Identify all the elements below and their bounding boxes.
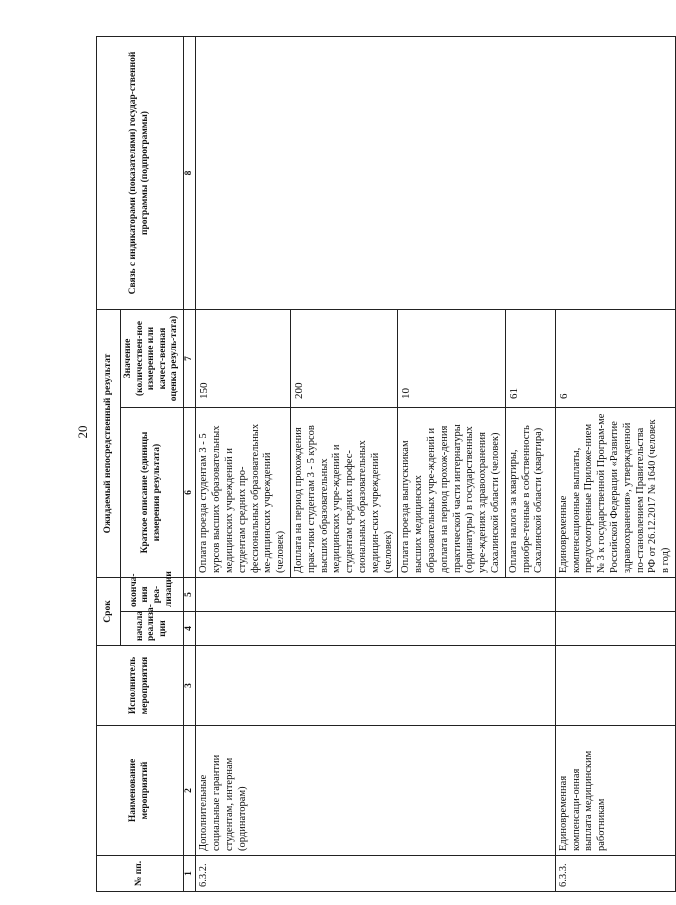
header-term-end: оконча-ния реа-лизации bbox=[121, 578, 184, 612]
row-number: 6.3.3. bbox=[555, 856, 675, 892]
header-no: № пп. bbox=[97, 856, 184, 892]
col-number: 6 bbox=[183, 408, 196, 578]
term-start-cell bbox=[196, 612, 555, 646]
col-number: 1 bbox=[183, 856, 196, 892]
header-term: Срок bbox=[97, 578, 121, 646]
row-number: 6.3.2. bbox=[196, 856, 555, 892]
rotated-table-container bbox=[96, 37, 672, 892]
result-description: Единовременные компенсационные выплаты, предусмотренные Приложе-нием № 3 к государственной Програм-ме Российской Федерации «Развитие здравоохранения», утвержденной по-становлением Правительства РФ от 26.12.2017 № 1640 (человек в год) bbox=[555, 408, 675, 578]
table-row bbox=[196, 37, 291, 892]
measure-name: Единовременная компенсаци-онная выплата медицинским работникам bbox=[555, 726, 675, 856]
header-result-desc: Краткое описание (единицы измерения результата) bbox=[121, 408, 184, 578]
header-result: Ожидаемый непосредственный результат bbox=[97, 310, 121, 578]
header-name: Наименование мероприятий bbox=[97, 726, 184, 856]
page-number: 20 bbox=[75, 425, 90, 439]
measures-table bbox=[96, 36, 676, 892]
col-number: 7 bbox=[183, 310, 196, 408]
term-end-cell bbox=[555, 578, 675, 612]
result-value: 61 bbox=[505, 310, 555, 408]
term-end-cell bbox=[196, 578, 555, 612]
column-numbers-row bbox=[183, 37, 196, 892]
measure-name: Дополнительные социальные гарантии студентам, интернам (ординаторам) bbox=[196, 726, 555, 856]
term-start-cell bbox=[555, 612, 675, 646]
result-description: Оплата проезда выпускникам высших медицинских образовательных учре-ждений и доплата на период прохож-дения практической части интернатуры (ординатуры) в государственных учре-ждениях здравоохранения Сахалинской области (человек) bbox=[398, 408, 505, 578]
result-value: 6 bbox=[555, 310, 675, 408]
col-number: 4 bbox=[183, 612, 196, 646]
indicator-link-cell bbox=[196, 37, 676, 310]
col-number: 5 bbox=[183, 578, 196, 612]
result-description: Оплата проезда студентам 3 - 5 курсов высших образовательных медицинских учреждений и студентам средних про-фессиональных образовательных ме-дицинских учреждений (человек) bbox=[196, 408, 291, 578]
header-term-start: начала реализа-ции bbox=[121, 612, 184, 646]
result-description: Оплата налога за квартиры, приобре-тенные в собственность Сахалинской области (квартира) bbox=[505, 408, 555, 578]
header-link: Связь с индикаторами (показателями) государ-ственной программы (подпрограммы) bbox=[97, 37, 184, 310]
result-value: 150 bbox=[196, 310, 291, 408]
result-value: 10 bbox=[398, 310, 505, 408]
col-number: 8 bbox=[183, 37, 196, 310]
result-description: Доплата на период прохождения прак-тики студентам 3 - 5 курсов высших образовательных медицинских учре-ждений и студентам средних профес-сиональных образовательных медицин-ских учреждений (человек) bbox=[291, 408, 398, 578]
col-number: 2 bbox=[183, 726, 196, 856]
executor-cell bbox=[196, 646, 555, 726]
result-value: 200 bbox=[291, 310, 398, 408]
col-number: 3 bbox=[183, 646, 196, 726]
executor-cell bbox=[555, 646, 675, 726]
header-result-value: Значение (количествен-ное измерение или качест-венная оценка резуль-тата) bbox=[121, 310, 184, 408]
header-executor: Исполнитель мероприятия bbox=[97, 646, 184, 726]
